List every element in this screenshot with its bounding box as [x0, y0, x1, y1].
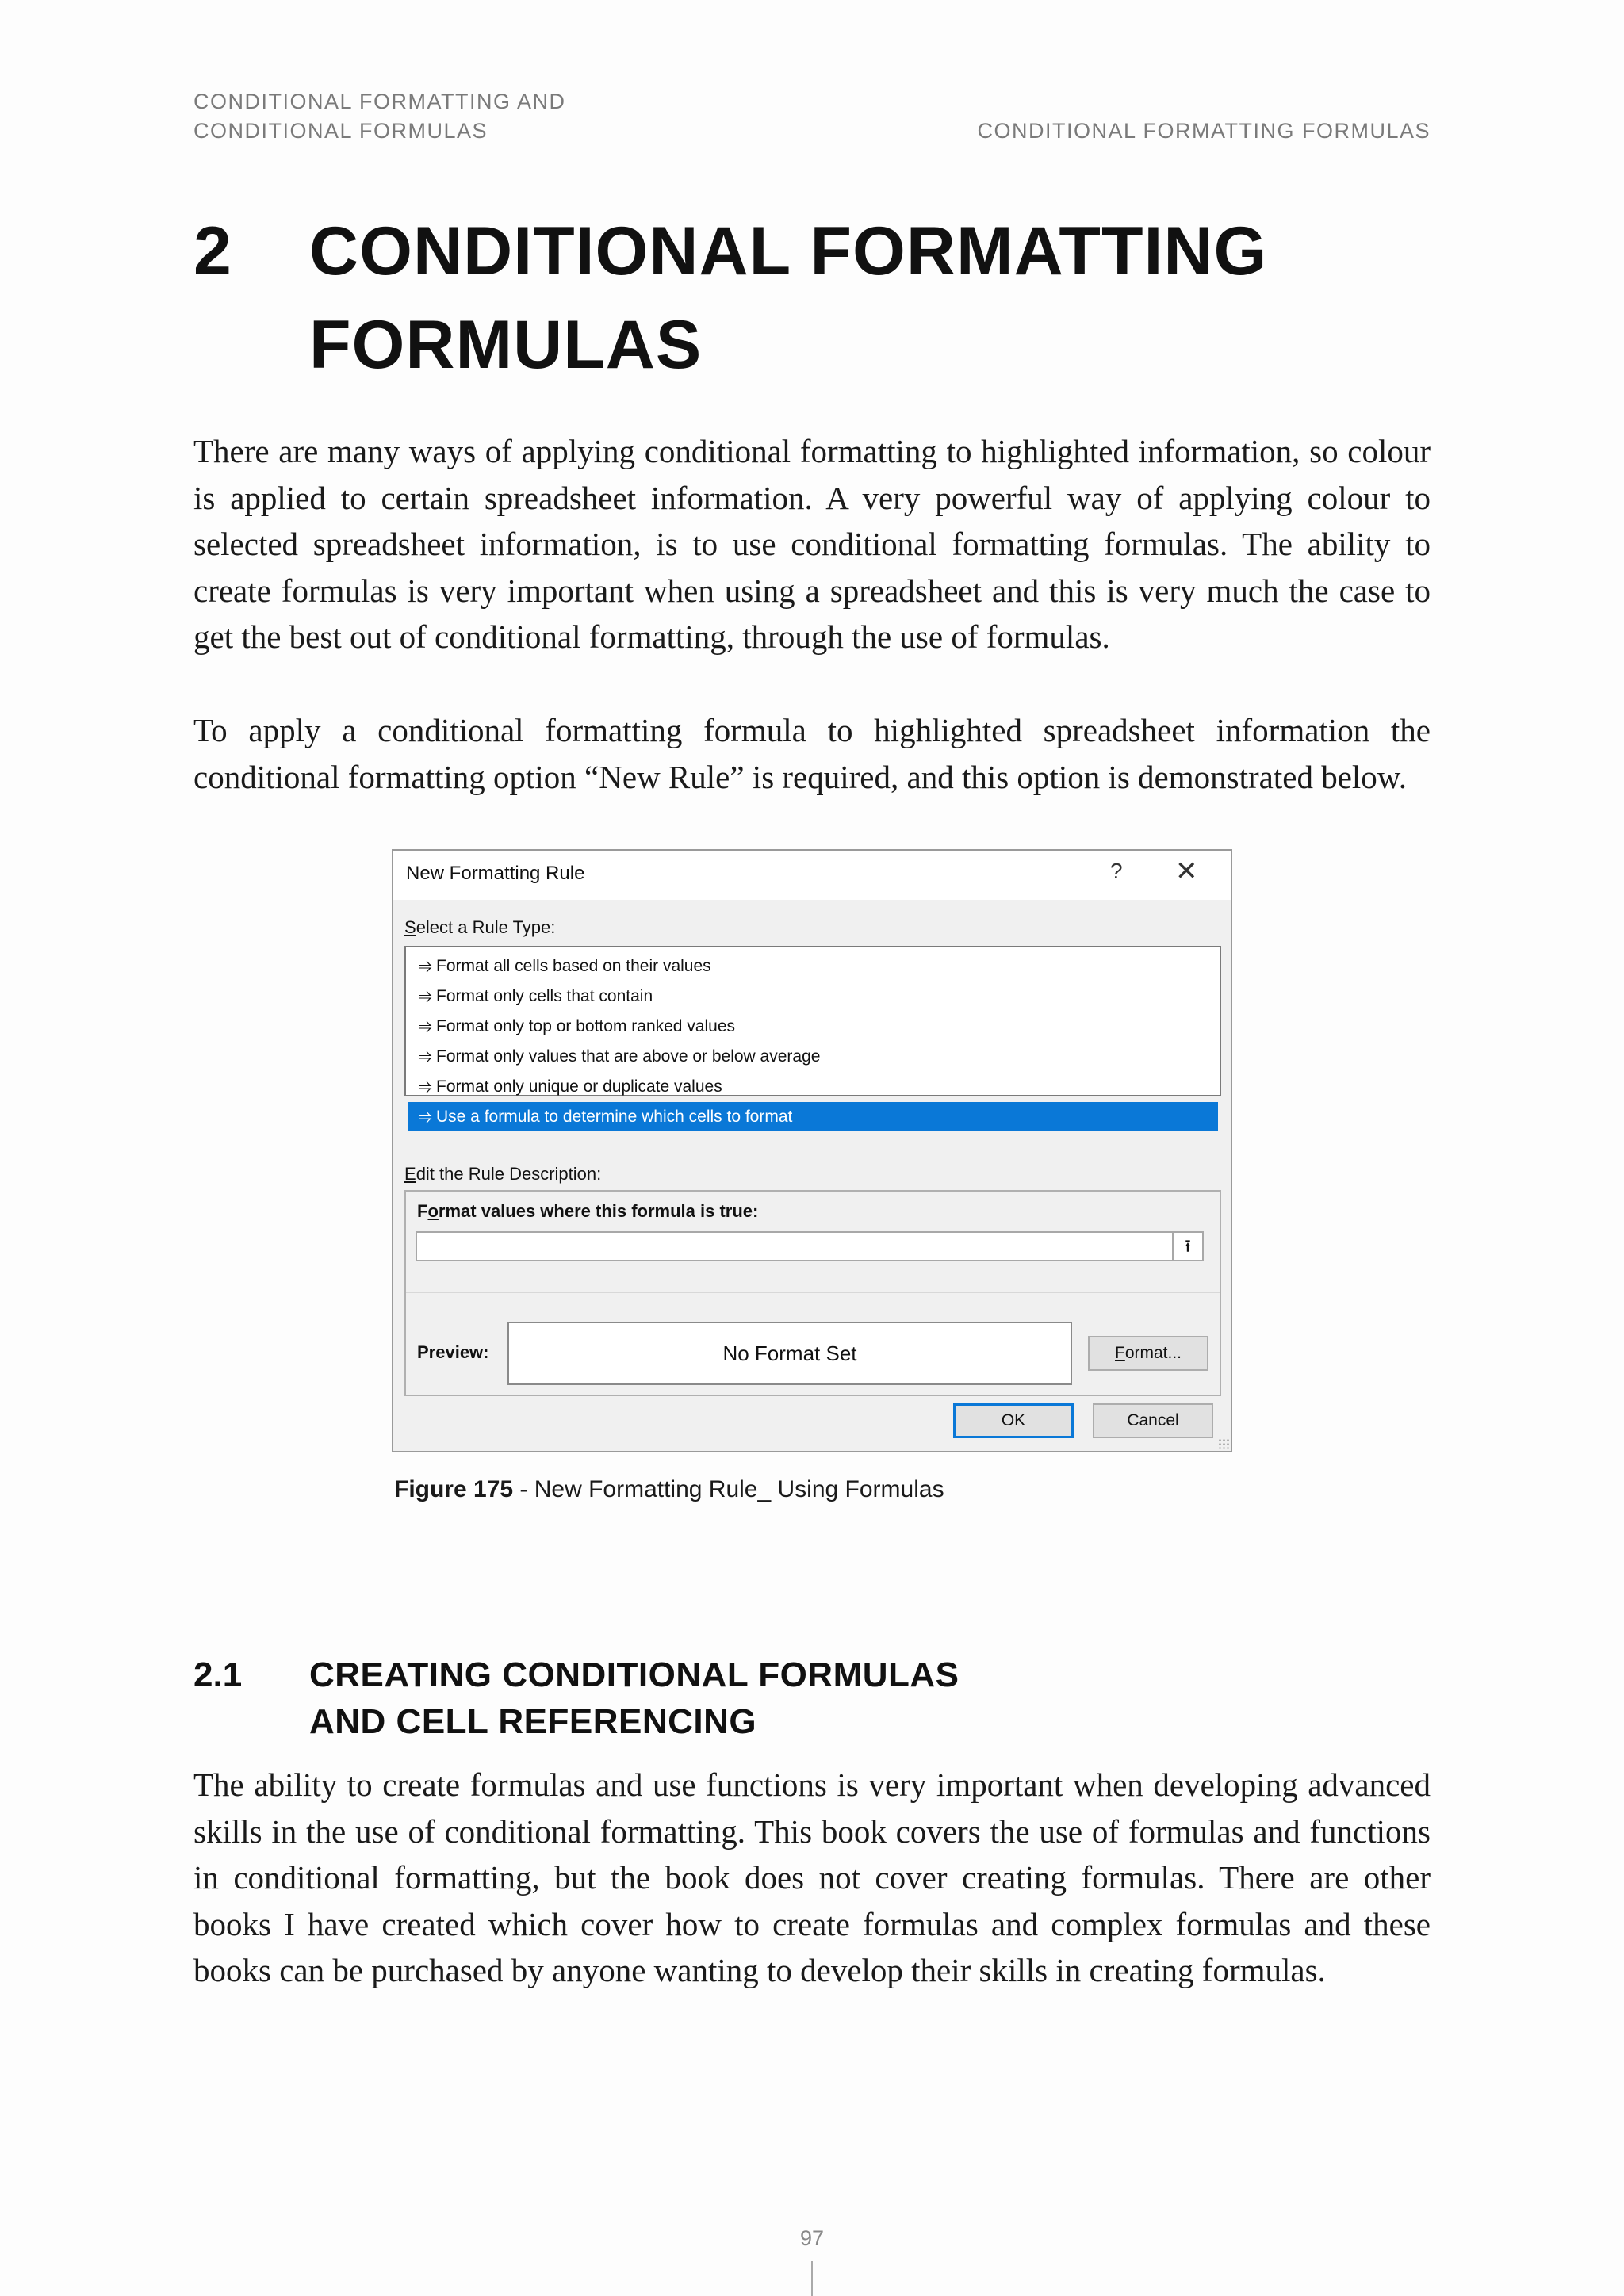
figure-caption [394, 1476, 944, 1503]
rule-type-item-label: Use a formula to determine which cells to format [436, 1108, 793, 1126]
format-button-key: F [1114, 1344, 1125, 1362]
running-header-left [193, 87, 749, 146]
resize-grip-icon[interactable] [1218, 1438, 1229, 1449]
chapter-number: 2 [193, 213, 232, 289]
rule-type-item[interactable] [408, 1042, 1218, 1072]
running-header-right: CONDITIONAL FORMATTING FORMULAS [977, 119, 1431, 143]
rule-arrow-icon: ⥤ [419, 987, 432, 1005]
rule-type-item-label: Format only unique or duplicate values [436, 1077, 722, 1096]
formula-label [417, 1201, 758, 1222]
rule-arrow-icon: ⥤ [419, 1077, 432, 1096]
help-icon[interactable]: ? [1110, 859, 1123, 883]
format-button[interactable] [1088, 1336, 1208, 1371]
rule-arrow-icon: ⥤ [419, 1017, 432, 1035]
rule-type-list[interactable] [404, 946, 1221, 1126]
formula-label-rest: rmat values where this formula is true: [438, 1201, 759, 1221]
new-formatting-rule-dialog [392, 849, 1232, 1452]
edit-description-label [404, 1164, 601, 1184]
figure-caption-text: - New Formatting Rule_ Using Formulas [513, 1476, 944, 1502]
rule-arrow-icon: ⥤ [419, 1108, 432, 1126]
rule-type-item[interactable] [408, 982, 1218, 1012]
format-button-rest: ormat... [1124, 1344, 1182, 1362]
rule-arrow-icon: ⥤ [419, 1047, 432, 1066]
new-rule-paragraph: To apply a conditional formatting formula to highlighted spreadsheet information the conditional formatting option “New Rule” is required, and this option is demonstrated below. [193, 712, 1431, 795]
section-title-line2: AND CELL REFERENCING [309, 1702, 757, 1741]
dialog-titlebar [393, 851, 1231, 900]
close-icon[interactable]: ✕ [1175, 856, 1198, 886]
rule-type-item[interactable] [408, 1012, 1218, 1042]
description-divider [406, 1292, 1220, 1293]
chapter-title: CONDITIONAL FORMATTING FORMULAS [309, 213, 1268, 383]
section-number: 2.1 [193, 1655, 243, 1694]
running-header-left-line2: CONDITIONAL FORMULAS [193, 119, 488, 143]
rule-type-item-label: Format only top or bottom ranked values [436, 1017, 736, 1035]
rule-type-item-label: Format all cells based on their values [436, 957, 711, 975]
rule-description-panel [404, 1190, 1221, 1396]
edit-description-label-rest: dit the Rule Description: [416, 1164, 602, 1184]
rule-type-label-key: S [404, 917, 416, 937]
section-paragraph: The ability to create formulas and use functions is very important when developing advanced skills in the use of conditional formatting. This book covers the use of formulas and functions in conditional formatting, but the book does not cover creating formulas. There are other books I have created which cover how to create formulas and complex formulas and these books can be purchased by anyone wanting to develop their skills in creating formulas. [193, 1766, 1431, 1988]
formula-input[interactable] [416, 1231, 1204, 1261]
rule-type-label [404, 917, 555, 938]
cancel-button[interactable]: Cancel [1093, 1403, 1213, 1438]
preview-box: No Format Set [508, 1322, 1072, 1385]
rule-type-label-rest: elect a Rule Type: [416, 917, 556, 937]
rule-type-item-label: Format only values that are above or below average [436, 1047, 821, 1066]
page-number: 97 [799, 2226, 825, 2250]
rule-type-item[interactable] [408, 951, 1218, 982]
page-number-tick [811, 2261, 813, 2296]
formula-label-pre: F [417, 1201, 428, 1221]
preview-label: Preview: [417, 1342, 489, 1362]
section-title [309, 1651, 1261, 1745]
section-title-line1: CREATING CONDITIONAL FORMULAS [309, 1655, 959, 1694]
rule-type-item-label: Format only cells that contain [436, 987, 653, 1005]
ok-button[interactable]: OK [953, 1403, 1074, 1438]
intro-paragraph: There are many ways of applying conditional formatting to highlighted information, so colour is applied to certain spreadsheet information. A very powerful way of applying colour to selected spreadsheet information, is to use conditional formatting formulas. The ability to create formulas is very important when using a spreadsheet and this is very much the case to get the best out of conditional formatting, through the use of formulas. [193, 433, 1431, 655]
dialog-title: New Formatting Rule [406, 863, 585, 884]
edit-description-label-key: E [404, 1164, 416, 1184]
rule-arrow-icon: ⥤ [419, 957, 432, 975]
figure-caption-label: Figure 175 [394, 1476, 514, 1502]
formula-label-key: o [427, 1201, 439, 1221]
rule-type-item[interactable] [408, 1072, 1218, 1102]
running-header-left-line1: CONDITIONAL FORMATTING AND [193, 90, 566, 113]
rule-type-item-selected[interactable] [408, 1102, 1218, 1131]
collapse-dialog-icon[interactable]: ⭱ [1172, 1233, 1202, 1260]
